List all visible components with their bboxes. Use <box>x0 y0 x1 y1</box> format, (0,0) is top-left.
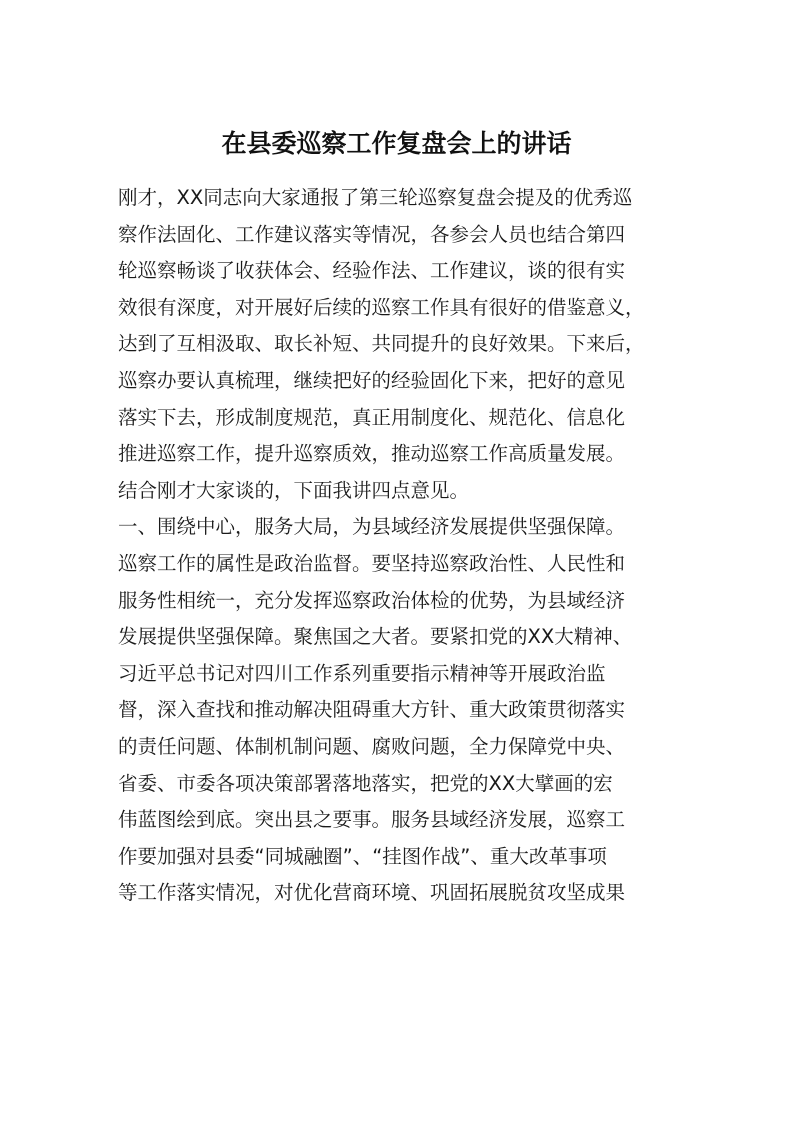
body-line: 落实下去，形成制度规范，真正用制度化、规范化、信息化 <box>118 405 626 429</box>
body-line: 省委、市委各项决策部署落地落实，把党的XX大擘画的宏 <box>118 771 613 795</box>
body-line: 的责任问题、体制机制问题、腐败问题，全力保障党中央、 <box>118 734 626 758</box>
body-line: 效很有深度，对开展好后续的巡察工作具有很好的借鉴意义， <box>118 295 645 319</box>
body-line: 作要加强对县委“同城融圈”、“挂图作战”、重大改革事项 <box>118 844 607 868</box>
body-line: 习近平总书记对四川工作系列重要指示精神等开展政治监 <box>118 661 606 685</box>
body-line: 推进巡察工作，提升巡察质效，推动巡察工作高质量发展。 <box>118 442 626 466</box>
body-line: 服务性相统一，充分发挥巡察政治体检的优势，为县域经济 <box>118 588 626 612</box>
speech-body <box>118 180 686 912</box>
body-line: 结合刚才大家谈的，下面我讲四点意见。 <box>118 478 470 502</box>
body-line: 巡察工作的属性是政治监督。要坚持巡察政治性、人民性和 <box>118 551 626 575</box>
body-line: 等工作落实情况，对优化营商环境、巩固拓展脱贫攻坚成果 <box>118 881 626 905</box>
body-line: 督，深入查找和推动解决阻碍重大方针、重大政策贯彻落实 <box>118 698 626 722</box>
body-line: 察作法固化、工作建议落实等情况，各参会人员也结合第四 <box>118 222 626 246</box>
section-heading: 一、围绕中心，服务大局，为县域经济发展提供坚强保障。 <box>118 515 626 539</box>
body-line: 达到了互相汲取、取长补短、共同提升的良好效果。下来后， <box>118 332 645 356</box>
page-title: 在县委巡察工作复盘会上的讲话 <box>221 129 572 158</box>
body-line: 巡察办要认真梳理，继续把好的经验固化下来，把好的意见 <box>118 368 626 392</box>
body-line: 轮巡察畅谈了收获体会、经验作法、工作建议，谈的很有实 <box>118 259 626 283</box>
body-line: 发展提供坚强保障。聚焦国之大者。要紧扣党的XX大精神、 <box>118 625 633 649</box>
body-line: 伟蓝图绘到底。突出县之要事。服务县域经济发展，巡察工 <box>118 808 626 832</box>
body-line: 刚才，XX同志向大家通报了第三轮巡察复盘会提及的优秀巡 <box>118 186 633 209</box>
